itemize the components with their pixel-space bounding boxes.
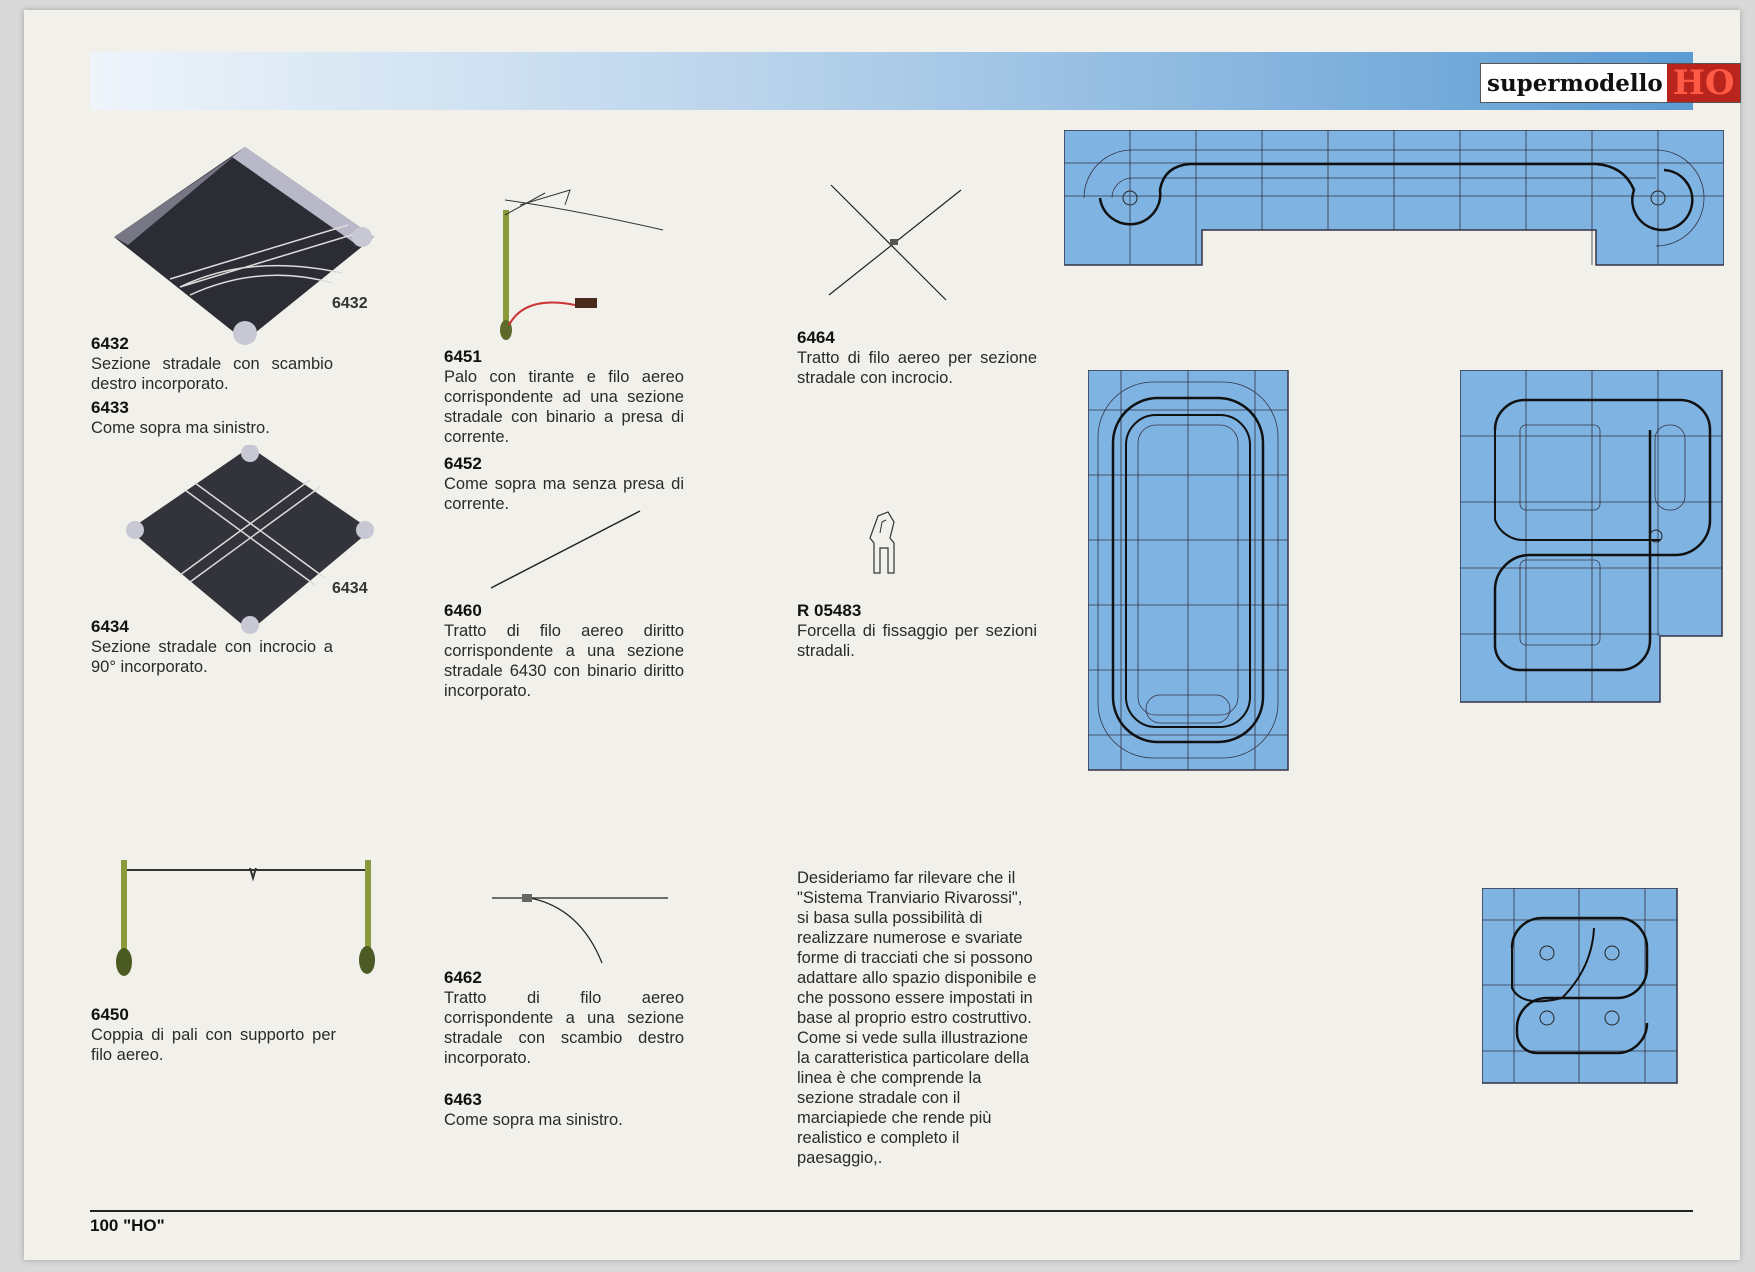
product-description: Come sopra ma senza presa di corrente.: [444, 475, 684, 513]
footer-rule: [90, 1210, 1693, 1212]
product-description: Come sopra ma sinistro.: [91, 419, 270, 437]
product-code: 6434: [91, 617, 129, 636]
brand-word: supermodello: [1487, 69, 1663, 97]
product-6460: [444, 601, 684, 701]
product-code: 6450: [91, 1005, 129, 1024]
product-description: Tratto di filo aereo per sezione stradale con incrocio.: [797, 349, 1037, 387]
layout-diagram-square: [1482, 888, 1678, 1085]
brand-logo: [1480, 63, 1741, 103]
product-code: 6451: [444, 347, 482, 366]
product-code: 6460: [444, 601, 482, 620]
illustration-label-6432: 6432: [332, 295, 368, 312]
fixing-clip-illustration: [866, 508, 902, 578]
crossing-wire-illustration: [826, 180, 966, 305]
product-6452: [444, 454, 684, 514]
page-number: 100 "HO": [90, 1216, 165, 1235]
layout-diagram-oval: [1088, 370, 1289, 772]
product-6433: [91, 398, 333, 438]
product-6450: [91, 1005, 336, 1065]
product-code: 6464: [797, 328, 835, 347]
product-description: Coppia di pali con supporto per filo aereo.: [91, 1026, 336, 1064]
layout-diagram-long: [1064, 130, 1724, 267]
product-description: Forcella di fissaggio per sezioni stradali.: [797, 622, 1037, 660]
product-6462: [444, 968, 684, 1068]
road-section-crossing-illustration: [125, 445, 375, 635]
pole-pair-illustration: [105, 850, 375, 985]
paragraph-1: Desideriamo far rilevare che il "Sistema Tranviario Rivarossi", si basa sulla possibilità di realizzare numerose e svariate forme di tracciati che si possono adattare allo spazio disponibile e che possono essere impostati in base al proprio estro costruttivo.: [797, 869, 1037, 1027]
product-description: Come sopra ma sinistro.: [444, 1111, 623, 1129]
road-section-switch-illustration: [110, 145, 380, 345]
product-6464: [797, 328, 1037, 388]
product-code: 6452: [444, 454, 482, 473]
product-description: Tratto di filo aereo diritto corrispondente a una sezione stradale 6430 con binario diritto incorporato.: [444, 622, 684, 700]
illustration-label-6434: 6434: [332, 580, 368, 597]
product-code: 6432: [91, 334, 129, 353]
product-6432: [91, 334, 333, 394]
product-code: R 05483: [797, 601, 862, 620]
product-description: Palo con tirante e filo aereo corrispondente ad una sezione stradale con binario a presa di corrente.: [444, 368, 684, 446]
product-6434: [91, 617, 333, 677]
system-description-paragraph: [797, 868, 1037, 1168]
product-code: 6462: [444, 968, 482, 987]
product-code: 6433: [91, 398, 129, 417]
product-6463: [444, 1090, 684, 1130]
product-description: Sezione stradale con scambio destro incorporato.: [91, 355, 333, 393]
product-R05483: [797, 601, 1037, 661]
product-code: 6463: [444, 1090, 482, 1109]
product-6451: [444, 347, 684, 447]
product-description: Sezione stradale con incrocio a 90° incorporato.: [91, 638, 333, 676]
pole-with-wire-illustration: [495, 185, 670, 345]
layout-diagram-figure-eight: [1460, 370, 1724, 704]
brand-mark: HO: [1667, 64, 1741, 102]
product-description: Tratto di filo aereo corrispondente a una sezione stradale con scambio destro incorporato.: [444, 989, 684, 1067]
switch-wire-illustration: [490, 888, 670, 968]
straight-wire-illustration: [488, 508, 643, 593]
header-bar: [90, 52, 1693, 110]
paragraph-2: Come si vede sulla illustrazione la caratteristica particolare della linea è che comprende la sezione stradale con il marciapiede che rende più realistico e completo il paesaggio,.: [797, 1029, 1030, 1167]
